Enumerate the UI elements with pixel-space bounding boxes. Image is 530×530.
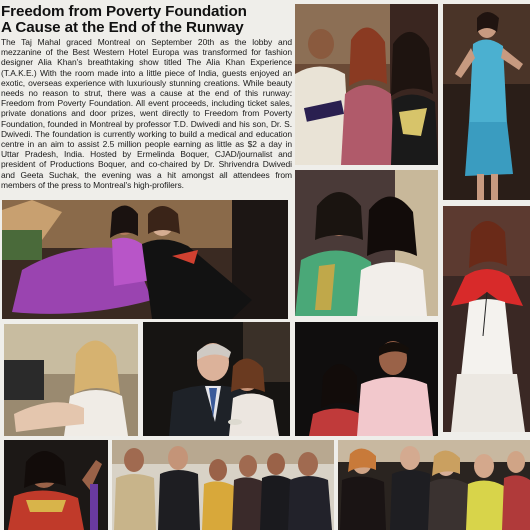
photo-woman-on-sofa [4,324,138,436]
photo-woman-and-young-man [295,322,438,436]
article-body: The Taj Mahal graced Montreal on September 20th as the lobby and mezzanine of the Best Western Hotel Europa was transformed for fashion designer Alia Khan's breathtaking show titled The Alia Khan Experience (T.A.K.E.) With the room made into a little piece of India, guests enjoyed an exotic, overseas experience with luxuriously stunning creations. While beauty needs no reason to strut, there was a cause at the end of this runway: Freedom from Poverty Foundation. All event proceeds, including ticket sales, private donations and door prizes, went directly to Freedom from Poverty Foundation, founded in Montreal by professor T.D. Dwivedi and his son, Dr. S. Dwivedi. The foundation is currently working to build a medical and education centre in an aim to assist 2.5 million people earning as little as $2 a day in Uttar Pradesh, India. Hosted by Ermelinda Boquer, CJAD/journalist and president of Productions Boquer, and co-chaired by Dr. Shrivendra Dwivedi and Geeta Suchak, the evening was a hit amongst all attendees from members of the press to Montreal's high-profilers. [1,37,292,190]
photo-model-blue-dress [443,4,530,200]
article-text-block [0,4,292,200]
photo-guests-with-drinks [338,440,530,530]
photo-award-presentation [295,4,438,165]
photo-woman-red-sari [4,440,108,530]
article-title-line-2: A Cause at the End of the Runway [1,19,244,36]
photo-two-women-embracing [295,170,438,316]
photo-couple-toasting [143,322,290,436]
article-title-line-1: Freedom from Poverty Foundation [1,4,247,20]
article-title [0,4,292,36]
photo-two-women-lounging [2,200,288,319]
photo-group-of-guests [112,440,334,530]
photo-model-red-scarf [443,206,530,432]
